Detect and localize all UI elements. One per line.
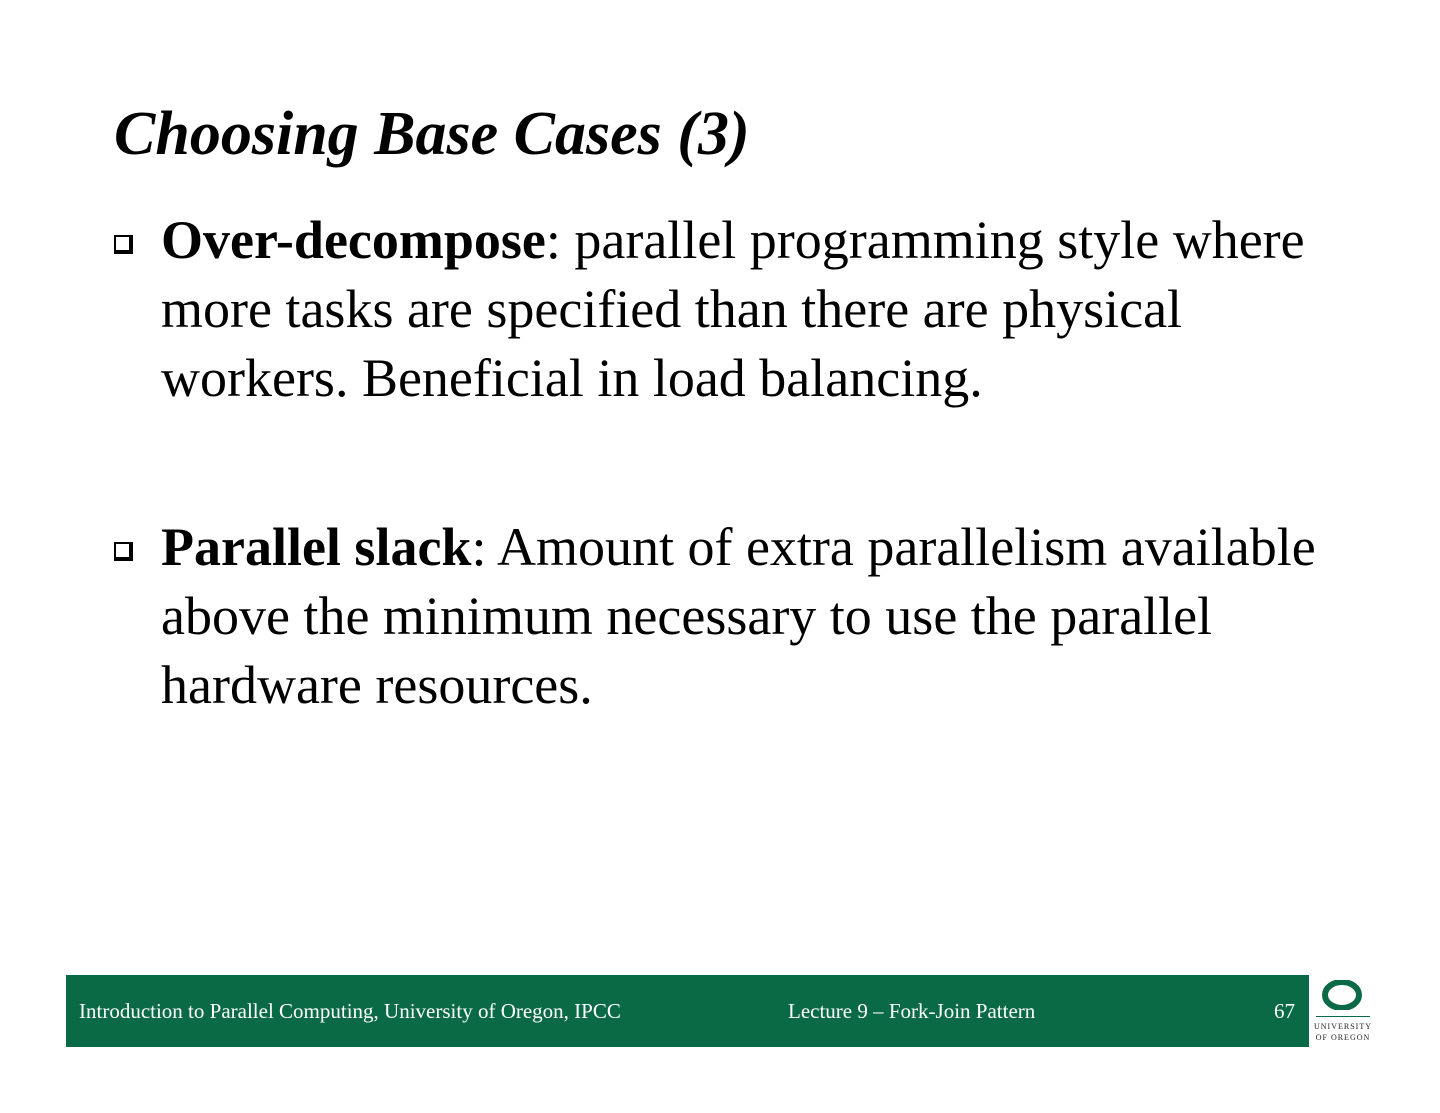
square-bullet-icon xyxy=(114,542,133,561)
oregon-o-icon xyxy=(1322,980,1362,1010)
bullet-text xyxy=(161,206,1354,413)
footer-lecture-title: Lecture 9 – Fork-Join Pattern xyxy=(788,999,1036,1023)
footer-bar xyxy=(66,975,1309,1047)
bullet-term: Parallel slack xyxy=(161,517,472,577)
bullet-definition: : Amount of extra parallelism available above the minimum necessary to use the parallel hardware resources. xyxy=(161,517,1316,715)
logo-text-university: UNIVERSITY xyxy=(1314,1022,1372,1031)
footer-course-title: Introduction to Parallel Computing, University of Oregon, IPCC xyxy=(79,999,621,1023)
slide-title: Choosing Base Cases (3) xyxy=(114,100,750,168)
square-bullet-icon xyxy=(114,235,133,254)
bullet-item-over-decompose xyxy=(114,206,1354,413)
bullet-definition: : parallel programming style where more tasks are specified than there are physical workers. Beneficial in load balancing. xyxy=(161,210,1305,408)
logo-divider xyxy=(1316,1016,1370,1017)
bullet-item-parallel-slack xyxy=(114,513,1354,720)
bullet-text xyxy=(161,513,1354,720)
page-number: 67 xyxy=(1274,999,1295,1023)
logo-text-of-oregon: OF OREGON xyxy=(1315,1033,1371,1042)
bullet-term: Over-decompose xyxy=(161,210,546,270)
university-of-oregon-logo xyxy=(1310,976,1376,1048)
